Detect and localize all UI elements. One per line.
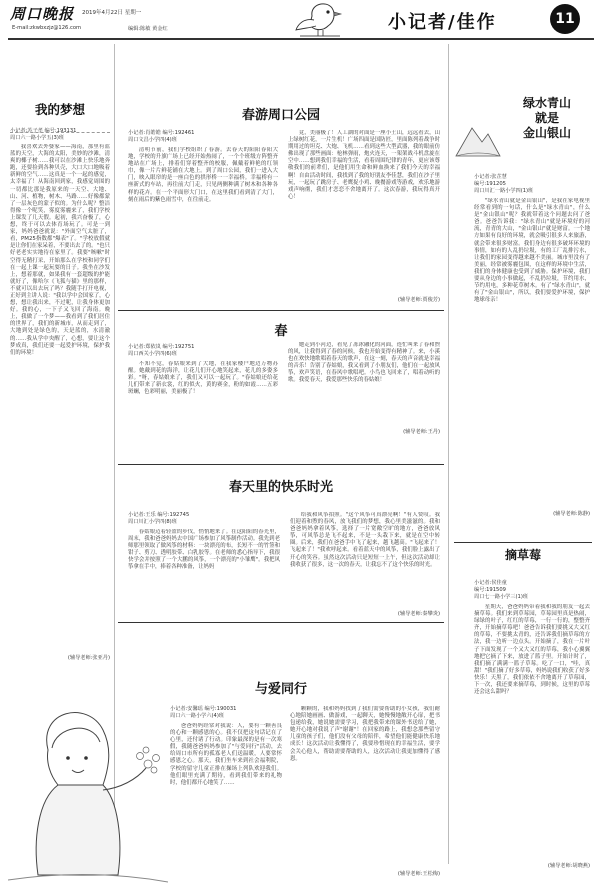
article-body-a: 不知不觉，春姑娘来到了大地，在我家楼户地边万物苏醒。她戴到花的海洋，让花儿们开心地笑起来，花儿的多姿多彩。"呀，春姑娘来了，我们又可以一起玩了。"春姑娘还给花儿们带来了新衣裳，红的似火，黄的赛金，粉的如霞……五彩斑斓，色彩明丽，美丽极了！ xyxy=(128,361,278,396)
masthead xyxy=(0,0,600,42)
school-line: 周口六一路小学五(3)班 xyxy=(10,135,65,141)
publish-date: 2019年4月22日 星期一 xyxy=(82,10,142,16)
school-line: 周口川汇一路小学四(1)班 xyxy=(474,188,534,194)
page-number xyxy=(550,4,580,34)
article-body-a: 清明节前，我们学校组织了春游。去春天的阳阳春阳大地，学校的升旗广场上已经开始热闹了，一个个班级方阵整齐地站在广场上，排着们穿着整齐的校服，佩戴着鲜艳的红领巾，像一片片鲜花铺在大地上。到了周口公园，我们一进入大门，映入眼帘的是一座白色的拱形桥一一幸福桥。幸福桥有一座新式的车站，再往前大门走，只见两侧种满了树木和各种各样的花卉。在一个平面形大门口，在这里我们看到清了大门，刻在雨后的紫色雨雪中，在往前走。 xyxy=(128,147,278,203)
article-body-a: 春姑娘迈着轻盈的步伐，悄悄地来了。在这阳阳的春光里，周末，我和爸爸妈妈去中国广场参加了风筝制作活动。我先到老师那里领取了做风筝的材料：一块漂亮的布，长短不一的竹签和钳子、剪刀、透明胶带、白乳胶等。在老师的悉心指导下，我很快学会并按照了一个大鹏的风筝，一个漂亮的"小雏鹰"。我把风筝拿在手中，捧着各种准备，让妈妈 xyxy=(128,529,280,571)
bird-icon xyxy=(292,0,348,40)
school-line: 周口西关小学四(6)班 xyxy=(128,351,177,357)
author-line: 小记者:肖皓皓 编号:192461 xyxy=(128,130,195,136)
article-body: "绿水青山就是金山银山"，是我在家电视里经常看到的一句话，什么是"绿水青山"，什么是"金山银山"呢？我就带着这个问题去问了爸爸。爸爸告诉我："绿水青山"就是环境好的河流，青青的大山，"金山银山"就是财富。一个地方如果有良好的环境，就会吸引很多人来旅游，就会带来很多财富。我们身边有很多破坏环境的事情，如有的人乱扔垃圾，有的工厂乱排污水，让我们的家园变得越来越不美丽。城市里没有了美丽，经常被雾霾包围，在这样的环境中生活，我们的身体健康也受到了威胁。保护环境，我们要从身边的小事做起，不乱扔垃圾，节约用水，节约用电，多种花草树木。有了"绿水青山"，就有了"金山银山"，所以，我们要爱护环境，保护地球母亲！ xyxy=(474,198,590,304)
number-line: 编号:191509 xyxy=(474,587,506,593)
teacher-credit: (辅导老师:王松梅) xyxy=(397,871,440,877)
section-rule xyxy=(118,622,444,623)
author-line: 小记者:安馨瑶 编号:190031 xyxy=(170,706,237,712)
school-line: 周口川汇小学四(8)班 xyxy=(128,519,177,525)
school-line: 周口文昌小学四(4)班 xyxy=(128,137,177,143)
article-spring xyxy=(118,312,444,462)
article-body-b: 她走到小河边，看见了冻冰融化的河面，连忙叫来了春和煦的风，让我得到了春的问候，我也开始变得有精神了。来，小溪也在欢快地歌唱着春天的歌声，在这一刻，春天的声音就是幸福的音乐！告别了春姑娘，我又看到了小朋友们，他们在一起放风筝，欢声笑语，在春风中歌唱吧。小鸟也飞回来了，唱着动听的歌。我爱春天，我爱那些快乐的春姑娘！ xyxy=(288,342,440,384)
author-line: 小记者:王乐 编号:192745 xyxy=(128,512,190,518)
column-divider xyxy=(448,44,449,864)
school-line: 周口六一路小学六(4)班 xyxy=(170,713,225,719)
article-body: 星期天，爸爸妈妈带着我和我的朋友一起去摘草莓。我们来到草莓园，草莓园里真是热闹，绿绿的叶子，红红的草莓，一行一行的，整整齐齐，开始摘草莓吧！爸爸告诉我们要挑又大又红的草莓，不要挑太青的，还告诉我们摘草莓的方法，我一边听一边点头。开始摘了，我在一片叶子下面发现了一个又大又红的草莓，我小心翼翼地把它摘了下来，放进了篮子里。开始计时了，我们摘了满满一篮子草莓。吃了一口，"哇，真甜！"我们摘了好多草莓，妈妈说我们收获了好多快乐！天黑了，我们依依不舍地离开了草莓园，下一次，我还要来摘草莓，到时候，这里的草莓还会这么甜吗？ xyxy=(474,604,590,696)
section-rule xyxy=(118,464,444,465)
article-happy-time xyxy=(118,466,444,616)
article-body-b: 给我和风筝拍照。"这个风筝可真漂亮啊！"有人赞叹。我们迎着和煦的春风，放飞我们的梦想，我心里美滋滋的。我和爸爸妈妈拿着风筝，选择了一片宽敞空旷的地方，爸爸放风筝，可风筝总是飞不起来，不是一头栽下来，就是在空中转圈。后来，我们在爸爸手中飞了起来，越飞越高。"飞起来了！飞起来了！"我欢呼起来。看着蓝天中的风筝，我们脸上露出了开心的笑容。虽然这次活动只是短短一上午，但这次活动却让我收获了很多，这一次的春天，让我忘不了这个快乐的时光。 xyxy=(290,512,440,568)
article-title xyxy=(504,96,590,141)
teacher-credit: (辅导老师:王丹) xyxy=(403,429,440,435)
article-title: 与爱同行 xyxy=(254,682,307,697)
email-address: E-mail:zkwbxzjz@126.com xyxy=(12,25,82,31)
article-body-b: 竟，美丽极了！人工湖的对面是一座小土山，远远看去，山上绿树红花，一片生机！广场四面是国防匠，里面陈列着战争时期用过的坦克、大炮、飞机……看到这些大型武器，我的眼前仿佛出现了那些画面：枪林弹雨，炮火连天，一架架战斗机盘旋在空中……想到我们幸福的生活，看着周围纪律的青年，更应该尊敬我们的前辈们，是他们用生命和鲜血换来了我们今天的幸福啊！自由活动时间，我找到了我的好朋友李佳慧，我们在沙子里玩，一起玩了跳房子、老鹰捉小鸡、晚餐游戏等游戏，欢乐地游戏声响彻，我们才恋恋不舍地离开了。这次春游，我玩得真开心！ xyxy=(288,130,440,200)
girl-illustration xyxy=(8,690,168,890)
author-line: 小记者:张芷慧 xyxy=(474,174,507,180)
section-title: 小记者/佳作 xyxy=(388,12,497,33)
teacher-credit: (辅导老师:秦攀炎) xyxy=(397,611,440,617)
article-strawberry xyxy=(454,544,592,884)
teacher-credit: (辅导老师:陈静) xyxy=(553,511,590,517)
school-line: 周口七一路小学三(1)班 xyxy=(474,594,529,600)
article-title: 我的梦想 xyxy=(34,102,85,117)
article-spring-park xyxy=(118,44,444,308)
article-title: 春游周口公园 xyxy=(241,108,320,123)
title-divider xyxy=(10,132,110,133)
masthead-rule xyxy=(8,38,594,40)
title-line-1: 绿水青山 xyxy=(522,96,571,110)
section-rule xyxy=(454,542,592,543)
title-line-2: 就是 xyxy=(534,111,559,125)
mountain-icon xyxy=(454,110,502,160)
editor-credit: 编辑:陈敏 黄金红 xyxy=(128,26,168,32)
article-title: 春天里的快乐时光 xyxy=(228,480,333,495)
teacher-credit: (辅导老师:胡晓燕) xyxy=(547,863,590,869)
teacher-credit: (辅导老师:张亚丹) xyxy=(67,655,110,661)
author-line: 小记者:郑依岚 编号:192751 xyxy=(128,344,195,350)
article-title: 摘草莓 xyxy=(504,548,541,562)
article-green-mountains xyxy=(454,44,592,540)
newspaper-logo: 周口晚报 xyxy=(10,5,75,23)
section-rule xyxy=(118,310,444,311)
article-body: 我喜欢去外婆家——海南，那里有蓝蓝的天空，大海的太阳，美妙的沙滩，清爽的椰子树……我可以在沙滩上快乐地奔跑，还要捡到各种贝壳，大口大口地吸着新鲜的空气……这真是一个一起的感觉，太幸福了！从海南回到家，我感觉周围的一切都比那是我原来的一天空、大地、山、河、植物，树木、马路……好像都蒙了一层灰色的蒙子似的。为什么呢？整洁得像一个呢笑，雾度雾霾来了，我们学校上课发了几天假。起初，我兴奋极了，心想，终于可以去体育场玩了。可是一到家，妈妈爸爸就说："外面空气太脏了，看，PM25指数都"爆表"了。"学校放假就是让你们在家呆着，不要出去了的。"也只好老老实实地待在家里了。我要"咳嗽"时空得无精打采，开始那么在学校和同学们在一起上课一起玩耍的日子。我坐在沙发上，想着那就，如果我有一套超级的护能就好了，像哈尔《飞狐与猫》里的那样，不就可以出去玩了吗？我随手打开电视，正好到主讲人说："我以学中会国家了，心想，想让我出来，不过呢，让我身体更加好。我的心，一下子又飞回了海南。晚上，我做了一个梦——我看到了我们居住的世界了，我们的新城市，从而走到了，大地到处是绿色的，天是蓝的，水清澈的……我从学中央醒了，心想，要让这个梦成真，我们还要一起爱护环境，保护我们的环境！ xyxy=(10,144,110,356)
article-body-b: 颗颗的，我和妈妈找到了我们需要帮助的小女孩，我们耐心地陪她画画、做游戏，一起聊天，她慢慢地敞开心扉，把书包递给我，她说她需要学习，我把我带来的课外书送给了她，她开心地对我说了声"谢谢"！在回家的路上，我想念那些留守儿童的孩子们，他们没有父母的陪伴，希望他们能健康快乐地成长！这次活动让我懂得了，我要珍惜现在的幸福生活，要学会关心他人，帮助需要帮助的人，这次活动让我更加懂得了感恩。 xyxy=(290,706,440,762)
title-line-3: 金山银山 xyxy=(522,126,571,140)
author-line: 小记者:苏子孝 编号:193131 xyxy=(10,128,77,134)
author-line: 小记者:侯佳童 xyxy=(474,580,507,586)
article-body-a: 爸爸妈妈经常对我说：人，要有一颗善良的心和一颗感恩的心。我不仅把这句话记在了心里，还付诸了行动。印象最深的是有一次寒假，我随爸爸妈妈参加了"与爱同行"活动，去给周口市所有的孤寡老人们送温暖，人要常怀感恩之心。那天，我们坐车来到社会福利院，学校的留守儿童正排在操场上列队欢迎我们。他们眼里充满了期待，看到我们带来的礼物时，他们都开心地笑了…… xyxy=(170,723,282,786)
article-title: 春 xyxy=(274,324,288,339)
number-line: 编号:191205 xyxy=(474,181,506,187)
page-number-label: 11 xyxy=(555,11,575,27)
teacher-credit: (辅导老师:贾俊芳) xyxy=(397,297,440,303)
